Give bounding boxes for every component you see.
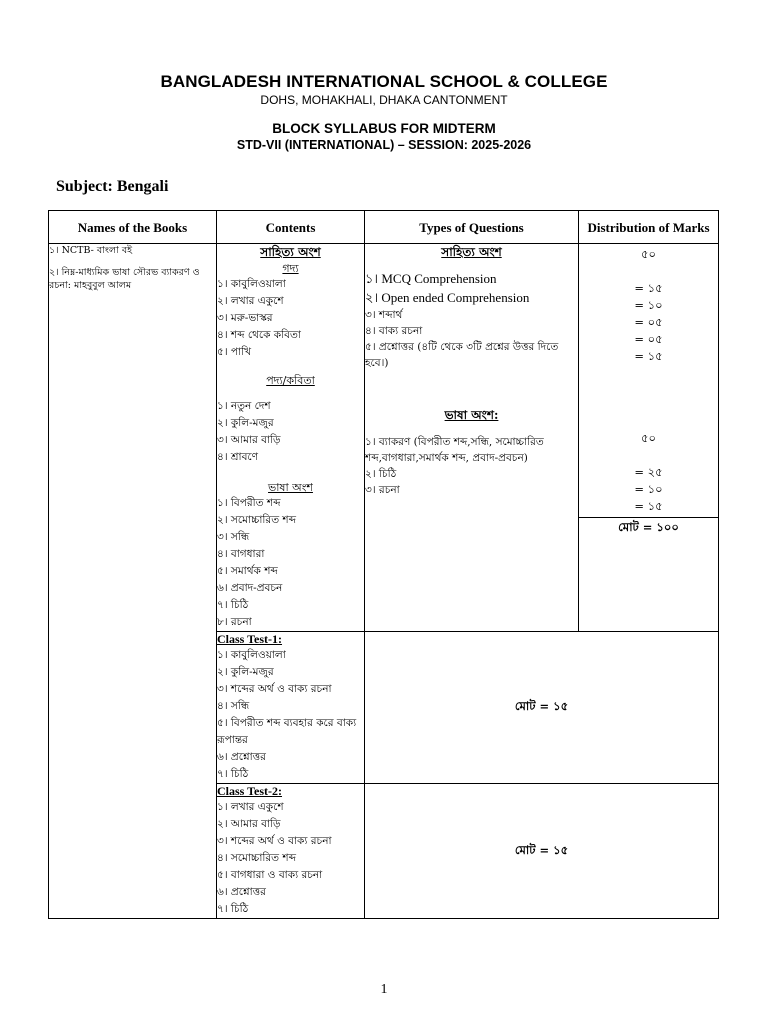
contents-cell	[217, 244, 365, 632]
mark-value: = ০৫	[634, 315, 663, 329]
mark-value: = ১০	[634, 298, 663, 312]
header-marks: Distribution of Marks	[579, 211, 719, 244]
syllabus-title: BLOCK SYLLABUS FOR MIDTERM	[272, 121, 496, 136]
list-item: ১। কাবুলিওয়ালা	[217, 278, 286, 290]
language-total-marks: ৫০	[641, 431, 656, 445]
class-test-1-title: Class Test-1:	[217, 632, 283, 646]
grand-total-marks: মোট = ১০০	[579, 517, 718, 537]
list-item: ২। Open ended Comprehension	[365, 290, 530, 305]
school-address: DOHS, MOHAKHALI, DHAKA CANTONMENT	[260, 93, 508, 107]
header-contents: Contents	[217, 211, 365, 244]
books-cell	[49, 244, 217, 919]
list-item: ৩। শব্দার্থ	[365, 309, 403, 321]
list-item: ৩। রচনা	[365, 484, 400, 496]
list-item: ২। লখার একুশে	[217, 295, 284, 307]
list-item: ৫। বাগধারা ও বাক্য রচনা	[217, 869, 323, 881]
mark-value: = ২৫	[634, 465, 663, 479]
list-item: ৪। বাক্য রচনা	[365, 325, 423, 337]
types-language-heading: ভাষা অংশ:	[444, 408, 499, 422]
list-item: ১। কাবুলিওয়ালা	[217, 649, 286, 661]
mark-value: = ১৫	[634, 349, 663, 363]
list-item: ২। কুলি-মজুর	[217, 417, 274, 429]
mark-value: = ১৫	[634, 499, 663, 513]
list-item: ৩। আমার বাড়ি	[217, 434, 281, 446]
class-test-2-title: Class Test-2:	[217, 784, 283, 798]
book-item: ১। NCTB- বাংলা বই	[49, 245, 133, 256]
school-name: BANGLADESH INTERNATIONAL SCHOOL & COLLEGE	[160, 72, 608, 91]
subject-heading: Subject: Bengali	[56, 178, 169, 195]
list-item: ৩। শব্দের অর্থ ও বাক্য রচনা	[217, 683, 332, 695]
mark-value: = ১৫	[634, 281, 663, 295]
mark-value: = ০৫	[634, 332, 663, 346]
mark-value: = ১০	[634, 482, 663, 496]
list-item: ২। চিঠি	[365, 468, 397, 480]
table-row-main	[49, 244, 719, 632]
list-item: ৮। রচনা	[217, 616, 252, 628]
language-heading: ভাষা অংশ	[268, 481, 313, 494]
types-literature-heading: সাহিত্য অংশ	[441, 245, 502, 259]
list-item: ৭। চিঠি	[217, 599, 249, 611]
list-item: ৫। পাখি	[217, 346, 251, 358]
class-test-2-total: মোট = ১৫	[365, 784, 719, 919]
literature-total-marks: ৫০	[641, 247, 656, 261]
list-item: ২। কুলি-মজুর	[217, 666, 274, 678]
session-line: STD-VII (INTERNATIONAL) – SESSION: 2025-2026	[236, 138, 532, 152]
class-test-2-cell	[217, 784, 365, 919]
marks-cell	[579, 244, 719, 632]
list-item: ১। MCQ Comprehension	[365, 271, 497, 286]
header-types: Types of Questions	[365, 211, 579, 244]
list-item: ১। বিপরীত শব্দ	[217, 497, 281, 509]
syllabus-table	[48, 210, 719, 919]
table-header-row	[49, 211, 719, 244]
list-item: ৬। প্রবাদ-প্রবচন	[217, 582, 283, 594]
list-item: ৭। চিঠি	[217, 903, 249, 915]
list-item: ৭। চিঠি	[217, 768, 249, 780]
list-item: ৩। মরু-ভাস্কর	[217, 312, 273, 324]
list-item: ১। লখার একুশে	[217, 801, 284, 813]
list-item: ৫। বিপরীত শব্দ ব্যবহার করে বাক্য রূপান্তর	[217, 717, 357, 746]
types-cell	[365, 244, 579, 632]
list-item: ৫। প্রশ্নোত্তর (৪টি থেকে ৩টি প্রশ্নের উত্তর দিতে হবে।)	[365, 341, 559, 369]
list-item: ৪। শ্রাবণে	[217, 451, 258, 463]
list-item: ৪। সন্ধি	[217, 700, 250, 712]
list-item: ৪। সমোচ্চারিত শব্দ	[217, 852, 296, 864]
list-item: ৩। শব্দের অর্থ ও বাক্য রচনা	[217, 835, 332, 847]
class-test-1-total: মোট = ১৫	[365, 632, 719, 784]
poetry-heading: পদ্য/কবিতা	[266, 374, 315, 387]
list-item: ১। নতুন দেশ	[217, 400, 271, 412]
class-test-1-cell	[217, 632, 365, 784]
list-item: ১। ব্যাকরণ (বিপরীত শব্দ,সন্ধি, সমোচ্চারিত শব্দ,বাগধারা,সমার্থক শব্দ, প্রবাদ-প্রবচন)	[365, 436, 544, 464]
list-item: ২। আমার বাড়ি	[217, 818, 281, 830]
list-item: ৪। শব্দ থেকে কবিতা	[217, 329, 301, 341]
list-item: ৪। বাগধারা	[217, 548, 265, 560]
list-item: ৬। প্রশ্নোত্তর	[217, 751, 266, 763]
list-item: ৫। সমার্থক শব্দ	[217, 565, 278, 577]
book-item: ২। নিম্ন-মাধ্যমিক ভাষা সৌরভ ব্যাকরণ ও রচনা: মাহবুবুল আলম	[49, 267, 200, 291]
list-item: ৩। সন্ধি	[217, 531, 250, 543]
list-item: ৬। প্রশ্নোত্তর	[217, 886, 266, 898]
header-books: Names of the Books	[49, 211, 217, 244]
literature-heading: সাহিত্য অংশ	[260, 245, 321, 259]
list-item: ২। সমোচ্চারিত শব্দ	[217, 514, 297, 526]
page-number: 1	[380, 982, 388, 997]
prose-heading: গদ্য	[282, 262, 299, 275]
